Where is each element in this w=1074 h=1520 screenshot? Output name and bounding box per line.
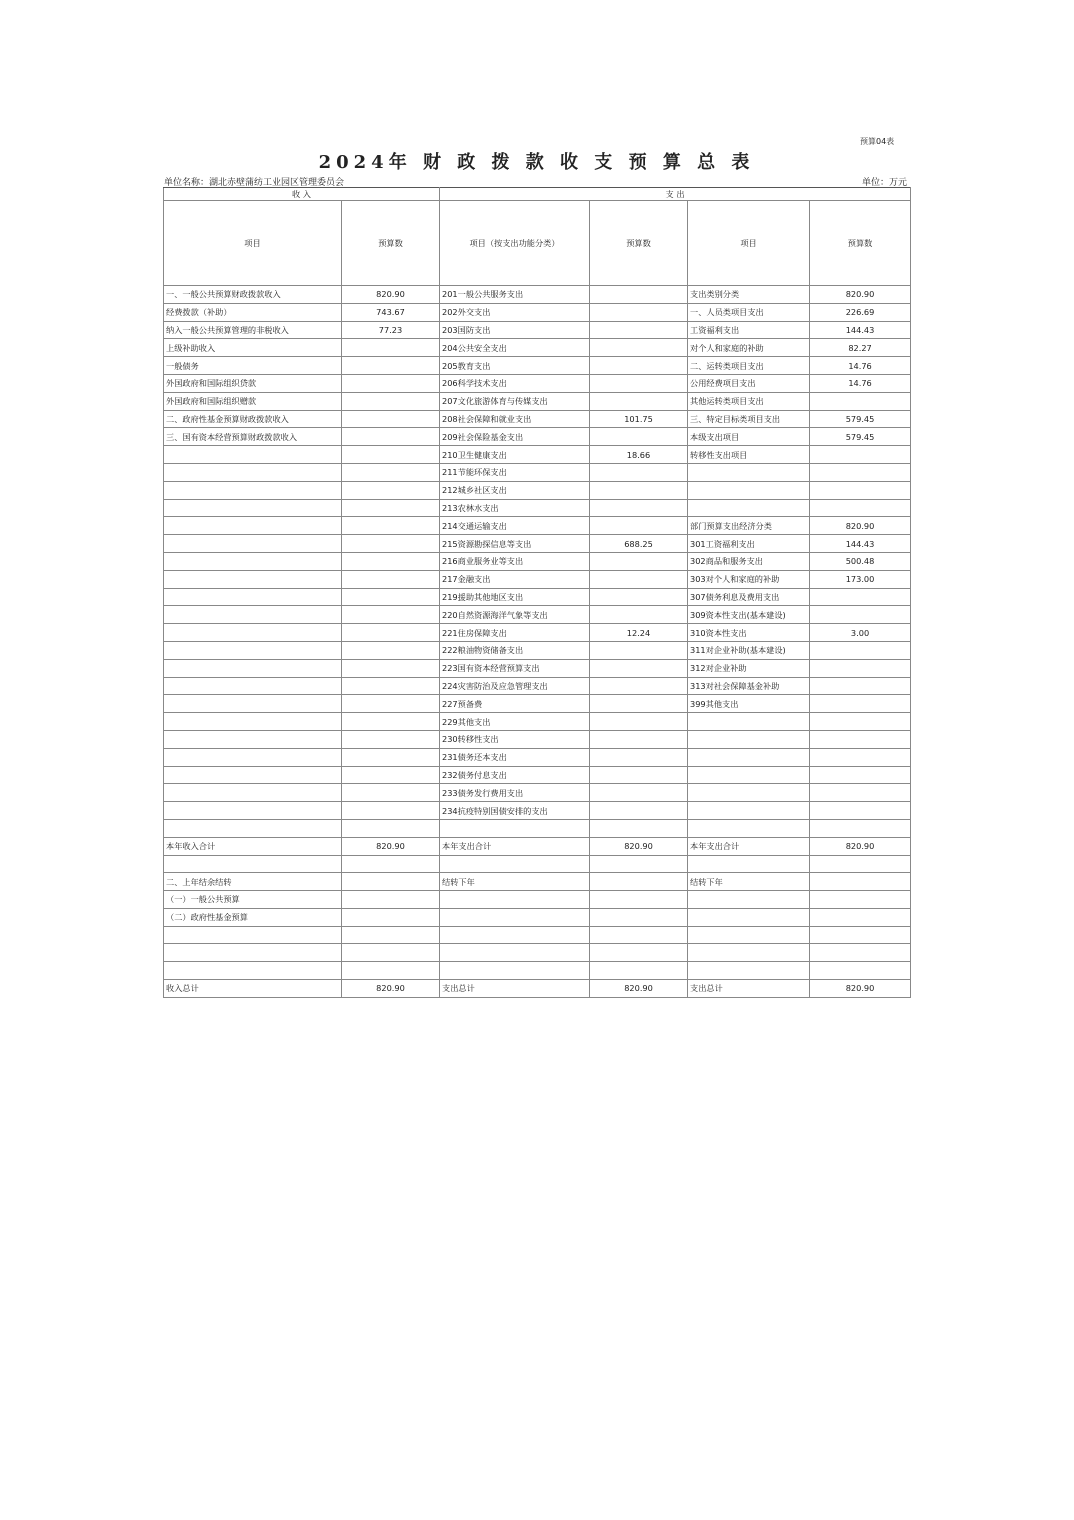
cell-function-item: 232债务付息支出 [440,766,590,784]
cell-income-item: 一般债务 [164,357,342,375]
cell-income-amount [342,624,440,642]
table-row [164,463,911,481]
cell-category-item [688,908,810,926]
cell-function-amount [590,339,688,357]
cell-income-item [164,784,342,802]
cell-function-item: 229其他支出 [440,713,590,731]
cell-category-item: 一、人员类项目支出 [688,303,810,321]
cell-function-item: 203国防支出 [440,321,590,339]
cell-function-amount [590,891,688,909]
table-row [164,891,911,909]
cell-function-amount [590,855,688,873]
table-row [164,855,911,873]
table-row [164,374,911,392]
cell-income-amount [342,855,440,873]
cell-category-amount [810,730,911,748]
cell-function-item: 206科学技术支出 [440,374,590,392]
cell-function-item: 215资源勘探信息等支出 [440,535,590,553]
cell-category-item [688,463,810,481]
col-header-function-item: 项目（按支出功能分类） [440,201,590,286]
cell-function-item: 结转下年 [440,873,590,891]
cell-category-item: 结转下年 [688,873,810,891]
cell-category-amount [810,695,911,713]
cell-function-amount [590,695,688,713]
income-header: 收 入 [164,188,440,201]
cell-income-item [164,819,342,837]
cell-income-amount [342,748,440,766]
cell-category-amount [810,766,911,784]
cell-function-amount [590,659,688,677]
cell-income-amount [342,606,440,624]
table-row [164,837,911,855]
table-row [164,784,911,802]
table-row [164,641,911,659]
cell-category-item: 公用经费项目支出 [688,374,810,392]
cell-category-item: 转移性支出项目 [688,446,810,464]
cell-category-amount: 820.90 [810,286,911,304]
cell-function-amount [590,730,688,748]
cell-function-amount [590,766,688,784]
cell-category-item: 工资福利支出 [688,321,810,339]
cell-function-amount: 820.90 [590,980,688,998]
cell-function-amount [590,570,688,588]
cell-income-item: 三、国有资本经营预算财政拨款收入 [164,428,342,446]
cell-income-item: 二、上年结余结转 [164,873,342,891]
cell-function-amount [590,713,688,731]
cell-category-item [688,819,810,837]
table-row [164,624,911,642]
cell-function-amount [590,677,688,695]
table-row [164,499,911,517]
cell-income-item: （二）政府性基金预算 [164,908,342,926]
cell-category-amount [810,855,911,873]
cell-function-item: 212城乡社区支出 [440,481,590,499]
cell-category-item: 312对企业补助 [688,659,810,677]
cell-function-amount [590,481,688,499]
table-row [164,819,911,837]
cell-category-item: 支出总计 [688,980,810,998]
cell-category-amount [810,819,911,837]
table-row [164,446,911,464]
cell-function-item: 211节能环保支出 [440,463,590,481]
cell-income-amount: 743.67 [342,303,440,321]
cell-category-item [688,766,810,784]
cell-income-item: 二、政府性基金预算财政拨款收入 [164,410,342,428]
cell-income-item: （一）一般公共预算 [164,891,342,909]
cell-income-item: 一、一般公共预算财政拨款收入 [164,286,342,304]
cell-category-amount: 14.76 [810,374,911,392]
cell-function-item: 221住房保障支出 [440,624,590,642]
cell-category-item [688,944,810,962]
cell-function-item: 本年支出合计 [440,837,590,855]
cell-category-item [688,802,810,820]
cell-income-item: 外国政府和国际组织贷款 [164,374,342,392]
cell-category-item: 307债务利息及费用支出 [688,588,810,606]
cell-function-amount [590,463,688,481]
cell-income-amount [342,428,440,446]
cell-income-item [164,962,342,980]
cell-income-amount: 77.23 [342,321,440,339]
cell-function-item [440,926,590,944]
cell-income-item [164,730,342,748]
cell-category-amount [810,802,911,820]
cell-function-amount [590,908,688,926]
cell-function-item: 209社会保险基金支出 [440,428,590,446]
table-row [164,962,911,980]
cell-income-amount [342,535,440,553]
cell-income-amount [342,908,440,926]
cell-function-item: 230转移性支出 [440,730,590,748]
cell-income-item [164,517,342,535]
cell-category-amount [810,588,911,606]
cell-income-amount [342,374,440,392]
cell-category-item [688,784,810,802]
cell-category-item: 309资本性支出(基本建设) [688,606,810,624]
cell-income-item: 经费拨款（补助） [164,303,342,321]
cell-income-amount [342,802,440,820]
cell-function-item [440,855,590,873]
cell-category-item: 301工资福利支出 [688,535,810,553]
table-row [164,908,911,926]
cell-function-amount [590,944,688,962]
cell-category-item [688,713,810,731]
table-row [164,392,911,410]
cell-function-amount [590,606,688,624]
cell-category-item [688,748,810,766]
cell-income-amount [342,713,440,731]
cell-income-amount [342,926,440,944]
cell-function-amount [590,392,688,410]
cell-category-item: 部门预算支出经济分类 [688,517,810,535]
cell-income-item [164,446,342,464]
cell-category-item: 313对社会保障基金补助 [688,677,810,695]
cell-category-amount [810,392,911,410]
cell-income-item: 上级补助收入 [164,339,342,357]
cell-category-amount [810,908,911,926]
cell-function-amount [590,286,688,304]
cell-function-amount: 101.75 [590,410,688,428]
table-row [164,321,911,339]
cell-function-item: 支出总计 [440,980,590,998]
cell-category-amount: 82.27 [810,339,911,357]
col-header-income-item: 项目 [164,201,342,286]
cell-category-amount: 820.90 [810,517,911,535]
cell-category-item: 二、运转类项目支出 [688,357,810,375]
cell-income-item [164,535,342,553]
cell-income-amount [342,481,440,499]
cell-function-item [440,908,590,926]
cell-function-item: 219援助其他地区支出 [440,588,590,606]
cell-category-amount: 173.00 [810,570,911,588]
cell-income-item [164,570,342,588]
cell-income-amount [342,339,440,357]
cell-income-item [164,748,342,766]
cell-function-item: 202外交支出 [440,303,590,321]
table-row [164,802,911,820]
col-header-function-amount: 预算数 [590,201,688,286]
cell-category-item [688,855,810,873]
cell-function-item [440,819,590,837]
table-row [164,730,911,748]
cell-category-amount: 500.48 [810,552,911,570]
cell-income-amount [342,659,440,677]
cell-category-amount [810,713,911,731]
cell-function-amount [590,499,688,517]
cell-category-item: 本级支出项目 [688,428,810,446]
cell-function-item: 234抗疫特别国债安排的支出 [440,802,590,820]
cell-function-amount [590,374,688,392]
col-header-category-item: 项目 [688,201,810,286]
unit-label: 单位：万元 [862,178,908,188]
cell-income-item [164,926,342,944]
cell-income-amount [342,819,440,837]
cell-function-amount: 820.90 [590,837,688,855]
cell-income-amount [342,410,440,428]
table-row [164,659,911,677]
table-row [164,410,911,428]
unit-name: 单位名称：湖北赤壁蒲纺工业园区管理委员会 [164,178,345,188]
cell-category-item: 三、特定目标类项目支出 [688,410,810,428]
cell-function-amount [590,588,688,606]
cell-income-amount [342,873,440,891]
cell-function-item [440,962,590,980]
cell-function-item: 210卫生健康支出 [440,446,590,464]
page-title: 2024年 财 政 拨 款 收 支 预 算 总 表 [318,152,755,173]
cell-function-amount [590,321,688,339]
cell-function-amount [590,357,688,375]
cell-category-item [688,730,810,748]
cell-function-amount: 688.25 [590,535,688,553]
cell-function-item: 227预备费 [440,695,590,713]
cell-function-amount [590,784,688,802]
table-row [164,677,911,695]
cell-category-item: 303对个人和家庭的补助 [688,570,810,588]
budget-table [163,187,911,998]
table-row [164,481,911,499]
cell-category-item: 支出类别分类 [688,286,810,304]
cell-category-item: 399其他支出 [688,695,810,713]
cell-income-amount [342,695,440,713]
cell-category-amount [810,784,911,802]
cell-function-amount [590,819,688,837]
cell-income-item [164,499,342,517]
cell-category-item: 302商品和服务支出 [688,552,810,570]
cell-category-amount: 3.00 [810,624,911,642]
cell-function-item: 231债务还本支出 [440,748,590,766]
cell-income-amount [342,570,440,588]
cell-income-amount [342,766,440,784]
cell-category-item [688,481,810,499]
cell-income-amount [342,641,440,659]
table-row [164,748,911,766]
cell-category-item [688,891,810,909]
cell-function-item: 213农林水支出 [440,499,590,517]
cell-category-amount [810,748,911,766]
cell-income-item [164,855,342,873]
cell-function-amount: 12.24 [590,624,688,642]
cell-function-item: 217金融支出 [440,570,590,588]
cell-category-amount: 579.45 [810,428,911,446]
cell-income-amount [342,392,440,410]
form-number: 预算04表 [860,137,895,146]
cell-function-item: 208社会保障和就业支出 [440,410,590,428]
cell-income-amount [342,499,440,517]
table-row [164,303,911,321]
cell-income-item [164,695,342,713]
cell-category-amount: 226.69 [810,303,911,321]
cell-category-amount [810,641,911,659]
cell-category-item: 对个人和家庭的补助 [688,339,810,357]
cell-income-amount [342,357,440,375]
cell-category-amount: 820.90 [810,837,911,855]
cell-income-amount [342,962,440,980]
cell-function-amount [590,428,688,446]
cell-income-amount [342,677,440,695]
cell-income-amount [342,944,440,962]
cell-category-amount [810,873,911,891]
cell-income-item: 纳入一般公共预算管理的非税收入 [164,321,342,339]
cell-category-amount [810,659,911,677]
cell-function-amount [590,962,688,980]
table-row [164,944,911,962]
cell-category-amount: 579.45 [810,410,911,428]
cell-income-amount [342,588,440,606]
cell-category-amount: 144.43 [810,321,911,339]
cell-income-item [164,463,342,481]
cell-category-item: 其他运转类项目支出 [688,392,810,410]
table-row [164,339,911,357]
cell-function-item: 216商业服务业等支出 [440,552,590,570]
cell-category-amount [810,446,911,464]
cell-function-amount [590,641,688,659]
col-header-income-amount: 预算数 [342,201,440,286]
cell-function-amount [590,303,688,321]
cell-income-item: 外国政府和国际组织赠款 [164,392,342,410]
table-row [164,552,911,570]
cell-category-amount: 820.90 [810,980,911,998]
cell-function-item [440,891,590,909]
table-row [164,980,911,998]
expense-header: 支 出 [440,188,911,201]
cell-income-item [164,641,342,659]
table-row [164,570,911,588]
cell-category-item: 311对企业补助(基本建设) [688,641,810,659]
cell-function-item: 223国有资本经营预算支出 [440,659,590,677]
cell-income-item [164,766,342,784]
cell-income-amount [342,517,440,535]
cell-income-amount: 820.90 [342,837,440,855]
cell-income-amount: 820.90 [342,286,440,304]
cell-category-amount [810,606,911,624]
cell-function-item: 214交通运输支出 [440,517,590,535]
table-row [164,713,911,731]
cell-category-amount [810,499,911,517]
cell-function-item: 205教育支出 [440,357,590,375]
cell-function-amount [590,517,688,535]
cell-function-amount [590,748,688,766]
cell-category-item: 本年支出合计 [688,837,810,855]
cell-category-amount [810,677,911,695]
cell-income-amount [342,784,440,802]
cell-category-amount [810,962,911,980]
cell-function-amount [590,873,688,891]
cell-function-item: 233债务发行费用支出 [440,784,590,802]
table-row [164,517,911,535]
cell-category-amount: 144.43 [810,535,911,553]
cell-function-item: 204公共安全支出 [440,339,590,357]
cell-income-item [164,713,342,731]
col-header-category-amount: 预算数 [810,201,911,286]
cell-function-amount [590,802,688,820]
cell-income-amount [342,446,440,464]
table-row [164,606,911,624]
table-row [164,286,911,304]
cell-income-item: 收入总计 [164,980,342,998]
cell-income-item [164,481,342,499]
cell-category-item [688,962,810,980]
cell-income-item [164,552,342,570]
cell-function-amount [590,552,688,570]
cell-category-amount [810,891,911,909]
cell-category-amount: 14.76 [810,357,911,375]
cell-income-amount [342,552,440,570]
cell-category-amount [810,463,911,481]
cell-income-item [164,802,342,820]
cell-income-amount [342,463,440,481]
cell-category-amount [810,481,911,499]
cell-income-item [164,624,342,642]
cell-income-item [164,944,342,962]
cell-income-amount: 820.90 [342,980,440,998]
cell-function-item: 224灾害防治及应急管理支出 [440,677,590,695]
cell-function-item [440,944,590,962]
cell-function-item: 220自然资源海洋气象等支出 [440,606,590,624]
table-row [164,357,911,375]
cell-income-item [164,659,342,677]
table-row [164,926,911,944]
cell-category-item: 310资本性支出 [688,624,810,642]
table-row [164,695,911,713]
table-row [164,535,911,553]
table-row [164,873,911,891]
cell-income-item [164,677,342,695]
table-body [164,286,911,998]
cell-category-item [688,926,810,944]
cell-income-item [164,606,342,624]
cell-income-item: 本年收入合计 [164,837,342,855]
cell-function-amount [590,926,688,944]
table-row [164,428,911,446]
cell-income-item [164,588,342,606]
cell-function-item: 201一般公共服务支出 [440,286,590,304]
cell-income-amount [342,891,440,909]
cell-category-item [688,499,810,517]
cell-function-item: 207文化旅游体育与传媒支出 [440,392,590,410]
cell-function-item: 222粮油物资储备支出 [440,641,590,659]
table-row [164,588,911,606]
cell-category-amount [810,926,911,944]
cell-income-amount [342,730,440,748]
cell-category-amount [810,944,911,962]
cell-function-amount: 18.66 [590,446,688,464]
table-row [164,766,911,784]
